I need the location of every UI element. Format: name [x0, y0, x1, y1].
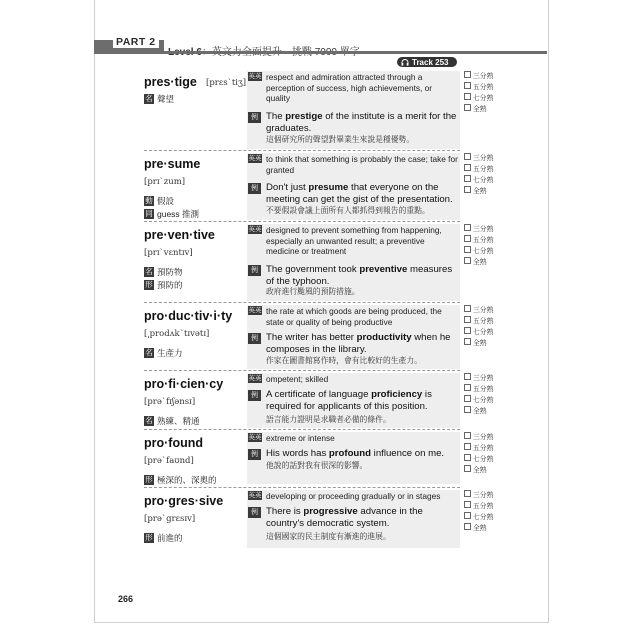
- part-of-speech: [144, 195, 174, 207]
- headword: pre·sume: [144, 157, 201, 171]
- checkbox[interactable]: [464, 257, 471, 264]
- pos-tag: 名: [145, 267, 153, 276]
- part-label: PART 2: [113, 36, 159, 48]
- checkbox[interactable]: [464, 224, 471, 231]
- zh-meaning: 前進的: [157, 533, 183, 543]
- familiarity-option[interactable]: [464, 69, 493, 80]
- phonetic: [prɪˋvɛntɪv]: [144, 248, 193, 258]
- example-sentence: [266, 182, 460, 206]
- eng-eng-badge: 英英: [248, 307, 262, 314]
- example-pre: There is: [266, 506, 304, 517]
- example-pre: The: [266, 111, 286, 122]
- part-of-speech: [144, 532, 183, 544]
- definition-box: [247, 153, 460, 220]
- familiarity-option[interactable]: [464, 510, 493, 521]
- familiarity-checklist: [464, 303, 493, 347]
- example-sentence: [266, 332, 460, 356]
- familiarity-label: 三分熟: [473, 491, 494, 499]
- definition-box: [247, 71, 460, 149]
- familiarity-label: 七分熟: [473, 513, 494, 521]
- example-keyword: prestige: [285, 111, 323, 122]
- familiarity-label: 七分熟: [473, 94, 494, 102]
- zh-meaning: 預防的: [157, 280, 183, 290]
- headword: pro·fi·cien·cy: [144, 377, 224, 391]
- familiarity-option[interactable]: [464, 255, 493, 266]
- eng-eng-badge: 英英: [248, 155, 262, 162]
- example-badge: 例: [248, 507, 261, 518]
- familiarity-option[interactable]: [464, 336, 493, 347]
- example-sentence: [266, 448, 460, 460]
- zh-meaning: 生產力: [157, 348, 183, 358]
- checkbox[interactable]: [464, 490, 471, 497]
- familiarity-label: 全熟: [473, 524, 487, 532]
- entry-divider: [144, 302, 460, 303]
- checkbox[interactable]: [464, 454, 471, 461]
- checkbox[interactable]: [464, 235, 471, 242]
- pos-tag: 形: [145, 475, 153, 484]
- example-badge: 例: [248, 183, 261, 194]
- familiarity-checklist: [464, 488, 493, 532]
- familiarity-option[interactable]: [464, 173, 493, 184]
- example-post: of the institute is a merit for the graduates.: [266, 111, 457, 134]
- vocab-entry: [144, 432, 494, 485]
- example-keyword: profound: [328, 448, 372, 459]
- familiarity-option[interactable]: [464, 371, 493, 382]
- phonetic: [prəˋfɪʃənsɪ]: [144, 397, 196, 407]
- familiarity-option[interactable]: [464, 325, 493, 336]
- checkbox[interactable]: [464, 432, 471, 439]
- example-sentence: [266, 389, 460, 413]
- headphones-icon: [401, 59, 409, 66]
- pos-tag: 形: [145, 280, 153, 289]
- example-badge: 例: [248, 390, 261, 401]
- example-translation: 語言能力證明是求職者必備的條件。: [266, 415, 391, 424]
- part-of-speech: [144, 93, 174, 105]
- entry-divider: [144, 370, 460, 371]
- checkbox[interactable]: [464, 465, 471, 472]
- example-post: when he composes in the library.: [266, 332, 451, 355]
- familiarity-option[interactable]: [464, 222, 493, 233]
- familiarity-option[interactable]: [464, 430, 493, 441]
- familiarity-option[interactable]: [464, 303, 493, 314]
- example-translation: 政府進行颱風的預防措施。: [266, 287, 360, 296]
- checkbox[interactable]: [464, 164, 471, 171]
- familiarity-label: 三分熟: [473, 306, 494, 314]
- familiarity-label: 七分熟: [473, 396, 494, 404]
- pos-tag: 動: [145, 196, 153, 205]
- familiarity-label: 七分熟: [473, 328, 494, 336]
- eng-eng-badge: 英英: [248, 226, 262, 233]
- familiarity-label: 三分熟: [473, 225, 494, 233]
- definition: to think that something is probably the case; take for granted: [266, 154, 458, 175]
- familiarity-checklist: [464, 69, 493, 113]
- familiarity-label: 七分熟: [473, 247, 494, 255]
- checkbox[interactable]: [464, 443, 471, 450]
- checkbox[interactable]: [464, 501, 471, 508]
- familiarity-checklist: [464, 371, 493, 415]
- vocab-entry: [144, 373, 494, 428]
- familiarity-label: 全熟: [473, 187, 487, 195]
- definition-box: [247, 373, 460, 428]
- zh-meaning: 熟練、精通: [157, 416, 200, 426]
- headword: pro·gres·sive: [144, 494, 224, 508]
- checkbox[interactable]: [464, 246, 471, 253]
- familiarity-option[interactable]: [464, 382, 493, 393]
- example-keyword: productivity: [356, 332, 412, 343]
- phonetic: [prəˋgrɛsɪv]: [144, 514, 196, 524]
- zh-meaning: 聲望: [157, 94, 175, 104]
- vocab-entry: [144, 71, 494, 149]
- example-pre: The government took: [266, 264, 360, 275]
- familiarity-option[interactable]: [464, 151, 493, 162]
- zh-meaning: guess 推測: [157, 209, 200, 219]
- eng-eng-badge: 英英: [248, 73, 262, 80]
- headword: pres·tige: [144, 75, 197, 89]
- zh-meaning: 預防物: [157, 267, 183, 277]
- familiarity-option[interactable]: [464, 91, 493, 102]
- example-post: advance in the country's democratic system.: [266, 506, 423, 529]
- checkbox[interactable]: [464, 104, 471, 111]
- checkbox[interactable]: [464, 373, 471, 380]
- page-number: 266: [118, 594, 134, 604]
- example-badge: 例: [248, 333, 261, 344]
- vocab-entry: [144, 490, 494, 548]
- vocab-entry: [144, 224, 494, 301]
- example-post: measures of the typhoon.: [266, 264, 453, 287]
- pos-tag: 名: [145, 94, 153, 103]
- familiarity-option[interactable]: [464, 244, 493, 255]
- familiarity-label: 三分熟: [473, 72, 494, 80]
- familiarity-option[interactable]: [464, 314, 493, 325]
- definition: the rate at which goods are being produced, the state or quality of being productive: [266, 306, 442, 327]
- phonetic: [prəˋfaʊnd]: [144, 456, 194, 466]
- familiarity-checklist: [464, 151, 493, 195]
- example-badge: 例: [248, 112, 261, 123]
- familiarity-option[interactable]: [464, 463, 493, 474]
- definition-box: [247, 490, 460, 548]
- familiarity-label: 五分熟: [473, 444, 494, 452]
- familiarity-option[interactable]: [464, 521, 493, 532]
- familiarity-option[interactable]: [464, 184, 493, 195]
- example-keyword: progressive: [303, 506, 358, 517]
- familiarity-option[interactable]: [464, 102, 493, 113]
- headword: pro·found: [144, 436, 204, 450]
- entry-divider: [144, 429, 460, 430]
- familiarity-label: 三分熟: [473, 154, 494, 162]
- vocab-entry: [144, 153, 494, 220]
- familiarity-checklist: [464, 222, 493, 266]
- definition-box: [247, 432, 460, 484]
- example-post: influence on me.: [371, 448, 445, 459]
- example-translation: 這個研究所的聲望對畢業生來說是種優勢。: [266, 135, 415, 144]
- eng-eng-badge: 英英: [248, 492, 262, 499]
- definition: respect and admiration attracted through a perception of success, high achievements, or quality: [266, 72, 433, 103]
- phonetic: [͵prodʌkˋtɪvətɪ]: [144, 329, 210, 339]
- checkbox[interactable]: [464, 327, 471, 334]
- familiarity-option[interactable]: [464, 499, 493, 510]
- example-translation: 作家在圖書館寫作時，會有比較好的生產力。: [266, 356, 422, 365]
- definition: extreme or intense: [266, 433, 335, 443]
- familiarity-option[interactable]: [464, 488, 493, 499]
- example-post: that everyone on the meeting can get the gist of the presentation.: [266, 182, 453, 205]
- example-keyword: presume: [308, 182, 349, 193]
- example-translation: 他說的話對我有很深的影響。: [266, 461, 368, 470]
- checkbox[interactable]: [464, 316, 471, 323]
- example-badge: 例: [248, 265, 261, 276]
- checkbox[interactable]: [464, 338, 471, 345]
- definition-box: [247, 224, 460, 301]
- familiarity-label: 五分熟: [473, 502, 494, 510]
- entry-divider: [144, 150, 460, 151]
- example-sentence: [266, 506, 460, 530]
- checkbox[interactable]: [464, 82, 471, 89]
- example-pre: Don't just: [266, 182, 309, 193]
- part-of-speech: [144, 208, 199, 220]
- familiarity-label: 全熟: [473, 407, 487, 415]
- familiarity-label: 三分熟: [473, 374, 494, 382]
- familiarity-label: 全熟: [473, 466, 487, 474]
- familiarity-label: 全熟: [473, 105, 487, 113]
- phonetic: [prɪˋzum]: [144, 177, 186, 187]
- part-of-speech: [144, 266, 183, 278]
- example-post: is required for applicants of this position.: [266, 389, 432, 412]
- example-translation: 這個國家的民主制度有漸進的進展。: [266, 532, 391, 541]
- zh-meaning: 假設: [157, 196, 175, 206]
- checkbox[interactable]: [464, 71, 471, 78]
- definition: designed to prevent something from happening, especially an unwanted result; a preventive medicine or treatment: [266, 225, 442, 256]
- example-translation: 不要假設會議上面所有人都抓得到報告的重點。: [266, 206, 430, 215]
- familiarity-label: 五分熟: [473, 165, 494, 173]
- familiarity-option[interactable]: [464, 393, 493, 404]
- example-badge: 例: [248, 449, 261, 460]
- pos-tag: 名: [145, 416, 153, 425]
- checkbox[interactable]: [464, 395, 471, 402]
- entry-divider: [144, 221, 460, 222]
- definition-box: [247, 305, 460, 369]
- eng-eng-badge: 英英: [248, 434, 262, 441]
- familiarity-label: 五分熟: [473, 83, 494, 91]
- part-of-speech: [144, 474, 217, 486]
- familiarity-option[interactable]: [464, 80, 493, 91]
- familiarity-label: 全熟: [473, 339, 487, 347]
- checkbox[interactable]: [464, 153, 471, 160]
- audio-track-badge[interactable]: [397, 57, 457, 67]
- headword: pro·duc·tiv·i·ty: [144, 309, 233, 323]
- definition: developing or proceeding gradually or in stages: [266, 491, 441, 501]
- checkbox[interactable]: [464, 406, 471, 413]
- familiarity-option[interactable]: [464, 441, 493, 452]
- familiarity-option[interactable]: [464, 162, 493, 173]
- familiarity-label: 七分熟: [473, 455, 494, 463]
- checkbox[interactable]: [464, 186, 471, 193]
- example-pre: The writer has better: [266, 332, 357, 343]
- familiarity-option[interactable]: [464, 404, 493, 415]
- example-pre: A certificate of language: [266, 389, 372, 400]
- phonetic: [prɛsˋtiʒ]: [206, 78, 247, 88]
- checkbox[interactable]: [464, 523, 471, 530]
- pos-tag: 形: [145, 533, 153, 542]
- checkbox[interactable]: [464, 384, 471, 391]
- pos-tag: 名: [145, 348, 153, 357]
- example-sentence: [266, 111, 460, 135]
- familiarity-label: 五分熟: [473, 317, 494, 325]
- header-rule: [94, 51, 547, 54]
- familiarity-label: 五分熟: [473, 236, 494, 244]
- example-pre: His words has: [266, 448, 329, 459]
- example-keyword: preventive: [359, 264, 408, 275]
- familiarity-option[interactable]: [464, 233, 493, 244]
- example-sentence: [266, 264, 460, 288]
- entry-divider: [144, 487, 460, 488]
- part-of-speech: [144, 415, 200, 427]
- checkbox[interactable]: [464, 305, 471, 312]
- familiarity-option[interactable]: [464, 452, 493, 463]
- zh-meaning: 極深的、深奧的: [157, 475, 217, 485]
- vocab-entry: [144, 305, 494, 369]
- familiarity-label: 五分熟: [473, 385, 494, 393]
- part-of-speech: [144, 347, 183, 359]
- headword: pre·ven·tive: [144, 228, 215, 242]
- definition: ompetent; skilled: [266, 374, 329, 384]
- example-keyword: proficiency: [371, 389, 423, 400]
- familiarity-checklist: [464, 430, 493, 474]
- checkbox[interactable]: [464, 93, 471, 100]
- eng-eng-badge: 英英: [248, 375, 262, 382]
- checkbox[interactable]: [464, 512, 471, 519]
- familiarity-label: 全熟: [473, 258, 487, 266]
- familiarity-label: 七分熟: [473, 176, 494, 184]
- checkbox[interactable]: [464, 175, 471, 182]
- part-of-speech: [144, 279, 183, 291]
- familiarity-label: 三分熟: [473, 433, 494, 441]
- track-label: Track 253: [412, 57, 449, 67]
- pos-tag: 同: [145, 209, 153, 218]
